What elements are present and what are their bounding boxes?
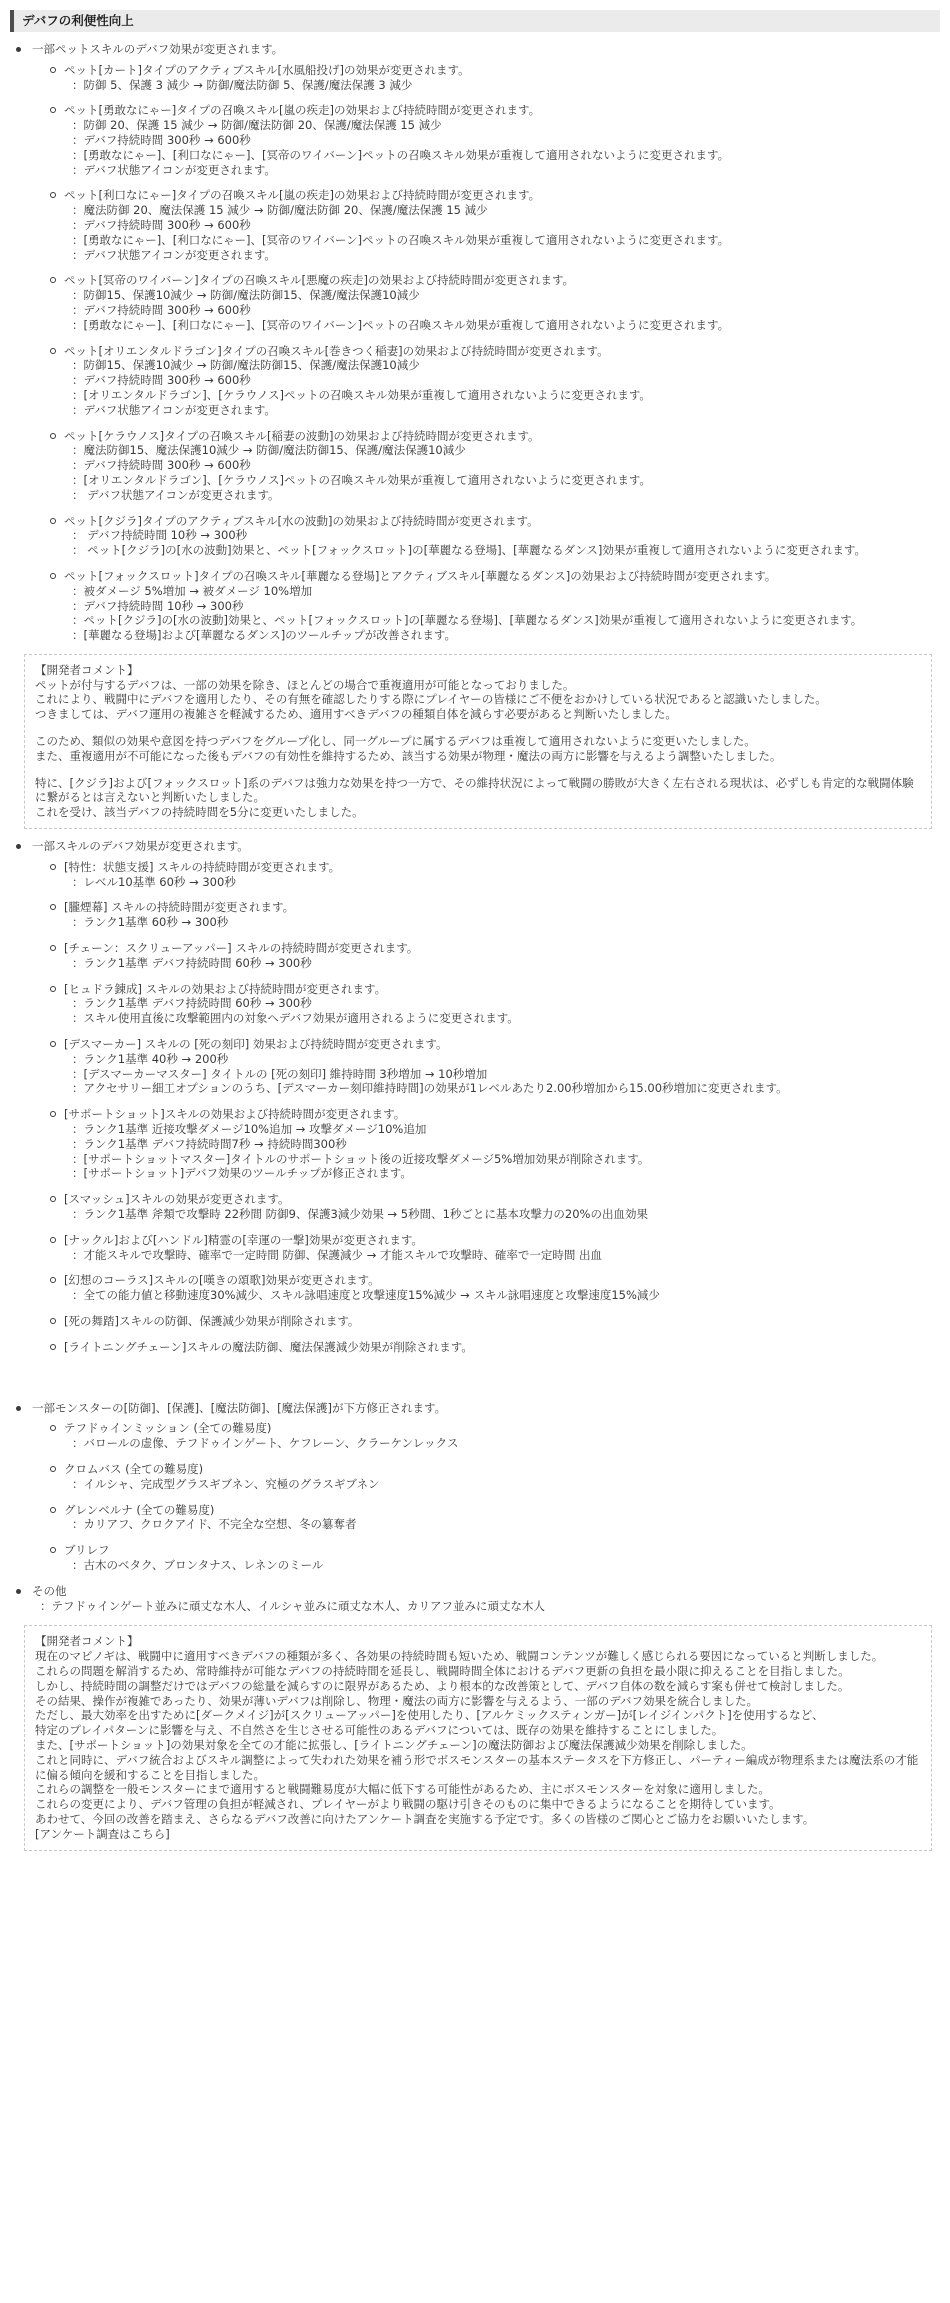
- monster-list: [32, 1421, 950, 1572]
- item-title: ペット[利口なにゃー]タイプの召喚スキル[嵐の疾走]の効果および持続時間が変更されます。: [64, 188, 541, 203]
- list-item: [64, 188, 950, 262]
- item-title: [幻想のコーラス]スキルの[嘆きの頌歌]効果が変更されます。: [64, 1273, 380, 1288]
- list-item: [64, 1462, 950, 1492]
- comment-line: ただし、最大効率を出すために[ダークメイジ]が[スクリューアッパー]を使用したり、[アルケミックスティンガー]が[レイジインパクト]を使用するなど、: [35, 1708, 824, 1723]
- comment-line: あわせて、今回の改善を踏まえ、さらなるデバフ改善に向けたアンケート調査を実施する予定です。多くの皆様のご関心とご協力をお願いいたします。: [35, 1811, 815, 1826]
- item-title: [ヒュドラ錬成] スキルの効果および持続時間が変更されます。: [64, 981, 387, 996]
- item-detail: ： ペット[クジラ]の[水の波動]効果と、ペット[フォックスロット]の[華麗なる登場]、[華麗なるダンス]効果が重複して適用されないように変更されます。: [72, 543, 866, 558]
- other-section-item: [32, 1584, 950, 1614]
- item-detail: ：デバフ持続時間 300秒 → 600秒: [72, 132, 251, 147]
- developer-comment-title: 【開発者コメント】: [35, 1634, 139, 1649]
- monster-section-item: [32, 1401, 950, 1573]
- item-detail: ： デバフ状態アイコンが変更されます。: [72, 487, 280, 502]
- item-title: ペット[ケラウノス]タイプの召喚スキル[稲妻の波動]の効果および持続時間が変更されます。: [64, 428, 540, 443]
- item-title: [朧煙幕] スキルの持続時間が変更されます。: [64, 900, 295, 915]
- item-title: ペット[カート]タイプのアクティブスキル[水風船投げ]の効果が変更されます。: [64, 62, 470, 77]
- item-detail: ：デバフ持続時間 300秒 → 600秒: [72, 302, 251, 317]
- item-detail: ： デバフ持続時間 10秒 → 300秒: [72, 528, 248, 543]
- survey-link[interactable]: [アンケート調査はこちら]: [35, 1826, 170, 1841]
- comment-line: ペットが付与するデバフは、一部の効果を除き、ほとんどの場合で重複適用が可能となっておりました。: [35, 677, 575, 692]
- item-title: クロムバス (全ての難易度): [64, 1461, 204, 1476]
- list-item: [64, 1037, 950, 1096]
- item-detail: ：ランク1基準 デバフ持続時間7秒 → 持続時間300秒: [72, 1136, 347, 1151]
- developer-comment-box-2: [24, 1625, 932, 1850]
- item-detail: ：デバフ持続時間 300秒 → 600秒: [72, 217, 251, 232]
- pet-section-title: 一部ペットスキルのデバフ効果が変更されます。: [32, 42, 284, 56]
- item-detail: ：デバフ持続時間 10秒 → 300秒: [72, 598, 244, 613]
- item-detail: ：[勇敢なにゃー]、[利口なにゃー]、[冥帝のワイバーン]ペットの召喚スキル効果が重複して適用されないように変更されます。: [72, 317, 730, 332]
- list-item: [64, 273, 950, 332]
- item-detail: ：防御 20、保護 15 減少 → 防御/魔法防御 20、保護/魔法保護 15 減少: [72, 118, 442, 133]
- item-detail: ：魔法防御 20、魔法保護 15 減少 → 防御/魔法防御 20、保護/魔法保護 15 減少: [72, 203, 488, 218]
- skill-section-title: 一部スキルのデバフ効果が変更されます。: [32, 839, 249, 854]
- item-detail: ：デバフ状態アイコンが変更されます。: [72, 162, 276, 177]
- comment-line: これと同時に、デバフ統合およびスキル調整によって失われた効果を補う形でボスモンスターの基本ステータスを下方修正し、パーティー編成が物理系または魔法系の才能に偏る傾向を緩和することを目指しました。: [35, 1752, 919, 1782]
- list-item: [64, 514, 950, 558]
- item-detail: ：魔法防御15、魔法保護10減少 → 防御/魔法防御15、保護/魔法保護10減少: [72, 443, 466, 458]
- list-item: [64, 1233, 950, 1263]
- item-detail: ：ランク1基準 40秒 → 200秒: [72, 1051, 229, 1066]
- pet-section-item: [32, 42, 950, 643]
- item-detail: ：全ての能力値と移動速度30%減少、スキル詠唱速度と攻撃速度15%減少 → スキル詠唱速度と攻撃速度15%減少: [72, 1288, 660, 1303]
- item-detail: ：デバフ状態アイコンが変更されます。: [72, 247, 276, 262]
- skill-section-item: [32, 839, 950, 1355]
- item-detail: ：ランク1基準 斧類で攻撃時 22秒間 防御9、保護3減少効果 → 5秒間、1秒ごとに基本攻撃力の20%の出血効果: [72, 1207, 648, 1221]
- comment-line: しかし、持続時間の調整だけではデバフの総量を減らすのに限界があるため、より根本的な改善策として、デバフ自体の数を減らす案も併せて検討しました。: [35, 1678, 850, 1693]
- comment-line: これらの変更により、デバフ管理の負担が軽減され、プレイヤーがより戦闘の駆け引きそのものに集中できるようになることを期待しています。: [35, 1797, 781, 1812]
- item-title: ペット[勇敢なにゃー]タイプの召喚スキル[嵐の疾走]の効果および持続時間が変更されます。: [64, 103, 541, 118]
- item-detail: ：ランク1基準 デバフ持続時間 60秒 → 300秒: [72, 955, 312, 970]
- item-detail: ：デバフ持続時間 300秒 → 600秒: [72, 458, 251, 473]
- developer-comment-title: 【開発者コメント】: [35, 662, 139, 677]
- list-item: [64, 982, 950, 1026]
- item-detail: ：被ダメージ 5%増加 → 被ダメージ 10%増加: [72, 583, 313, 598]
- item-detail: ：イルシャ、完成型グラスギブネン、究極のグラスギブネン: [72, 1476, 380, 1491]
- item-title: ペット[フォックスロット]タイプの召喚スキル[華麗なる登場]とアクティブスキル[華麗なるダンス]の効果および持続時間が変更されます。: [64, 568, 777, 583]
- item-title: [死の舞踏]スキルの防御、保護減少効果が削除されます。: [64, 1313, 360, 1328]
- monster-section: [0, 1401, 950, 1614]
- item-title: ペット[オリエンタルドラゴン]タイプの召喚スキル[巻きつく稲妻]の効果および持続時間が変更されます。: [64, 343, 609, 358]
- item-detail: ：防御15、保護10減少 → 防御/魔法防御15、保護/魔法保護10減少: [72, 288, 420, 303]
- item-detail: ：[オリエンタルドラゴン]、[ケラウノス]ペットの召喚スキル効果が重複して適用されないように変更されます。: [72, 387, 651, 402]
- list-item: [64, 1340, 950, 1355]
- pet-section: [0, 42, 950, 643]
- item-detail: ：ペット[クジラ]の[水の波動]効果と、ペット[フォックスロット]の[華麗なる登場]、[華麗なるダンス]効果が重複して適用されないように変更されます。: [72, 613, 863, 628]
- monster-section-title: 一部モンスターの[防御]、[保護]、[魔法防御]、[魔法保護]が下方修正されます。: [32, 1400, 447, 1415]
- comment-line: 特に、[クジラ]および[フォックスロット]系のデバフは強力な効果を持つ一方で、その維持状況によって戦闘の勝敗が大きく左右される現状は、必ずしも肯定的な戦闘体験に繋がるとは言えないと判断いたしました。: [35, 775, 914, 805]
- item-title: グレンベルナ (全ての難易度): [64, 1502, 215, 1517]
- item-detail: ：バロールの虚像、テフドゥインゲート、ケフレーン、クラーケンレックス: [72, 1436, 459, 1451]
- other-section-detail: ：テフドゥインゲート並みに頑丈な木人、イルシャ並みに頑丈な木人、カリアフ並みに頑丈な木人: [40, 1598, 545, 1613]
- list-item: [64, 1421, 950, 1451]
- comment-line: 現在のマビノギは、戦闘中に適用すべきデバフの種類が多く、各効果の持続時間も短いため、戦闘コンテンツが難しく感じられる要因になっていると判断しました。: [35, 1649, 884, 1664]
- list-item: [64, 1273, 950, 1303]
- item-detail: ：アクセサリー細工オプションのうち、[デスマーカー刻印維持時間]の効果が1レベルあたり2.00秒増加から15.00秒増加に変更されます。: [72, 1081, 788, 1096]
- comment-line: また、[サポートショット]の効果対象を全ての才能に拡張し、[ライトニングチェーン]の魔法防御および魔法保護減少効果を削除しました。: [35, 1737, 753, 1752]
- item-title: [ライトニングチェーン]スキルの魔法防御、魔法保護減少効果が削除されます。: [64, 1339, 473, 1354]
- item-detail: ：[勇敢なにゃー]、[利口なにゃー]、[冥帝のワイバーン]ペットの召喚スキル効果が重複して適用されないように変更されます。: [72, 232, 730, 247]
- list-item: [64, 569, 950, 643]
- list-item: [64, 103, 950, 177]
- list-item: [64, 900, 950, 930]
- item-detail: ：[華麗なる登場]および[華麗なるダンス]のツールチップが改善されます。: [72, 628, 456, 643]
- list-item: [64, 1107, 950, 1181]
- item-title: テフドゥインミッション (全ての難易度): [64, 1421, 272, 1436]
- skill-debuff-list: [32, 860, 950, 1355]
- item-detail: ：スキル使用直後に攻撃範囲内の対象へデバフ効果が適用されるように変更されます。: [72, 1011, 519, 1026]
- list-item: [64, 1314, 950, 1329]
- comment-line: 特定のプレイパターンに影響を与え、不自然さを生じさせる可能性のあるデバフについては、既存の効果を維持することにしました。: [35, 1723, 724, 1738]
- item-detail: ：古木のベタク、ブロンタナス、レネンのミール: [72, 1557, 324, 1572]
- list-item: [64, 1192, 950, 1222]
- section-header: デバフの利便性向上: [10, 10, 940, 32]
- item-detail: ：[サポートショット]デバフ効果のツールチップが修正されます。: [72, 1166, 412, 1181]
- item-detail: ：[サポートショットマスター]タイトルのサポートショット後の近接攻撃ダメージ5%増加効果が削除されます。: [72, 1151, 650, 1166]
- item-title: [ナックル]および[ハンドル]精霊の[幸運の一撃]効果が変更されます。: [64, 1232, 423, 1247]
- item-detail: ：レベル10基準 60秒 → 300秒: [72, 874, 236, 889]
- list-item: [64, 1543, 950, 1573]
- comment-line: また、重複適用が不可能になった後もデバフの有効性を維持するため、該当する効果が物理・魔法の両方に影響を与えるよう調整いたしました。: [35, 748, 782, 763]
- item-title: [スマッシュ]スキルの効果が変更されます。: [64, 1192, 290, 1207]
- pet-skill-list: [32, 63, 950, 643]
- item-detail: ：[勇敢なにゃー]、[利口なにゃー]、[冥帝のワイバーン]ペットの召喚スキル効果が重複して適用されないように変更されます。: [72, 147, 730, 162]
- item-detail: ：[デスマーカーマスター] タイトルの [死の刻印] 維持時間 3秒増加 → 10秒増加: [72, 1066, 488, 1081]
- item-title: ブリレフ: [64, 1543, 110, 1558]
- comment-line: これにより、戦闘中にデバフを適用したり、その有無を確認したりする際にプレイヤーの皆様にご不便をおかけしている状況であると認識いたしました。: [35, 692, 827, 707]
- comment-line: その結果、操作が複雑であったり、効果が薄いデバフは削除し、物理・魔法の両方に影響を与えるよう、一部のデバフ効果を統合しました。: [35, 1693, 758, 1708]
- item-detail: ：ランク1基準 60秒 → 300秒: [72, 915, 229, 930]
- item-title: [デスマーカー] スキルの [死の刻印] 効果および持続時間が変更されます。: [64, 1037, 448, 1052]
- comment-line: つきましては、デバフ運用の複雑さを軽減するため、適用すべきデバフの種類自体を減らす必要があると判断いたしました。: [35, 707, 677, 722]
- comment-line: これらの調整を一般モンスターにまで適用すると戦闘難易度が大幅に低下する可能性があるため、主にボスモンスターを対象に適用しました。: [35, 1782, 770, 1797]
- item-title: ペット[クジラ]タイプのアクティブスキル[水の波動]の効果および持続時間が変更されます。: [64, 513, 539, 528]
- item-detail: ：才能スキルで攻撃時、確率で一定時間 防御、保護減少 → 才能スキルで攻撃時、確率で一定時間 出血: [72, 1247, 603, 1262]
- comment-line: このため、類似の効果や意図を持つデバフをグループ化し、同一グループに属するデバフは重複して適用されないように変更いたしました。: [35, 734, 756, 749]
- item-detail: ：防御 5、保護 3 減少 → 防御/魔法防御 5、保護/魔法保護 3 減少: [72, 77, 413, 92]
- list-item: [64, 860, 950, 890]
- other-section-title: その他: [32, 1583, 67, 1598]
- list-item: [64, 941, 950, 971]
- item-detail: ：[オリエンタルドラゴン]、[ケラウノス]ペットの召喚スキル効果が重複して適用されないように変更されます。: [72, 472, 651, 487]
- item-detail: ：防御15、保護10減少 → 防御/魔法防御15、保護/魔法保護10減少: [72, 358, 420, 373]
- list-item: [64, 63, 950, 93]
- list-item: [64, 1503, 950, 1533]
- item-detail: ：ランク1基準 近接攻撃ダメージ10%追加 → 攻撃ダメージ10%追加: [72, 1122, 427, 1137]
- comment-line: これを受け、該当デバフの持続時間を5分に変更いたしました。: [35, 805, 364, 820]
- comment-line: これらの問題を解消するため、常時維持が可能なデバフの持続時間を延長し、戦闘時間全体におけるデバフ更新の負担を最小限に抑えることを目指しました。: [35, 1663, 850, 1678]
- item-title: [特性：状態支援] スキルの持続時間が変更されます。: [64, 859, 341, 874]
- item-title: ペット[冥帝のワイバーン]タイプの召喚スキル[悪魔の疾走]の効果および持続時間が変更されます。: [64, 273, 575, 288]
- list-item: [64, 429, 950, 503]
- item-detail: ：ランク1基準 デバフ持続時間 60秒 → 300秒: [72, 996, 312, 1011]
- item-title: [サポートショット]スキルの効果および持続時間が変更されます。: [64, 1107, 406, 1122]
- list-item: [64, 344, 950, 418]
- skill-section: [0, 839, 950, 1355]
- item-detail: ：デバフ持続時間 300秒 → 600秒: [72, 373, 251, 388]
- item-detail: ：デバフ状態アイコンが変更されます。: [72, 402, 276, 417]
- developer-comment-box-1: [24, 654, 932, 829]
- item-title: [チェーン：スクリューアッパー] スキルの持続時間が変更されます。: [64, 941, 419, 956]
- item-detail: ：カリアフ、クロクアイド、不完全な空想、冬の簒奪者: [72, 1517, 357, 1532]
